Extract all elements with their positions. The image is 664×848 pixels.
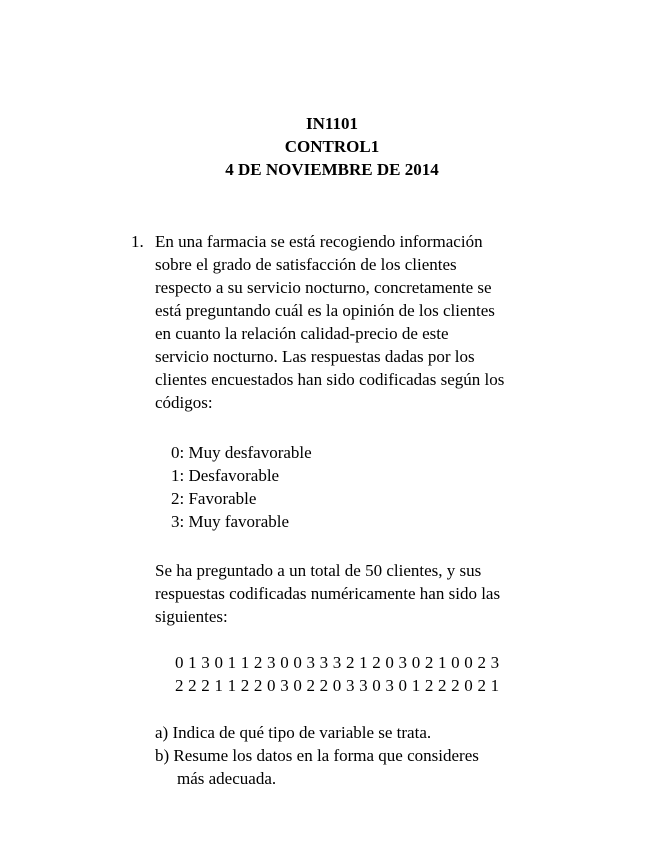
question-number: 1.	[131, 232, 144, 251]
code-item: 3: Muy favorable	[171, 512, 290, 531]
statement-line: respecto a su servicio nocturno, concretamente se	[155, 278, 492, 297]
course-code: IN1101	[306, 114, 358, 133]
paragraph-line: siguientes:	[155, 607, 228, 626]
subquestions	[155, 721, 479, 790]
statement-line: está preguntando cuál es la opinión de los clientes	[155, 301, 495, 320]
exam-title: CONTROL1	[284, 137, 380, 156]
statement-line: en cuanto la relación calidad-precio de este	[155, 324, 449, 343]
statement-line: servicio nocturno. Las respuestas dadas por los	[155, 347, 475, 366]
sample-description	[155, 559, 500, 628]
subquestion-a: a) Indica de qué tipo de variable se trata.	[155, 723, 432, 742]
exam-date: 4 DE NOVIEMBRE DE 2014	[225, 160, 439, 179]
data-row: 0 1 3 0 1 1 2 3 0 0 3 3 3 2 1 2 0 3 0 2 1 0 0 2 3	[175, 653, 500, 672]
code-item: 0: Muy desfavorable	[171, 443, 312, 462]
code-item: 2: Favorable	[171, 489, 257, 508]
statement-line: En una farmacia se está recogiendo información	[155, 232, 483, 251]
statement-line: clientes encuestados han sido codificadas según los	[155, 370, 505, 389]
subquestion-b: b) Resume los datos en la forma que consideres	[155, 746, 479, 765]
data-row: 2 2 2 1 1 2 2 0 3 0 2 2 0 3 3 0 3 0 1 2 2 2 0 2 1	[175, 676, 500, 695]
statement-line: sobre el grado de satisfacción de los clientes	[155, 255, 457, 274]
paragraph-line: Se ha preguntado a un total de 50 clientes, y sus	[155, 561, 482, 580]
statement-line: códigos:	[155, 393, 213, 412]
question-statement	[155, 230, 575, 414]
response-data	[175, 651, 499, 697]
paragraph-line: respuestas codificadas numéricamente han sido las	[155, 584, 501, 603]
subquestion-b-continuation: más adecuada.	[177, 769, 277, 788]
document-header	[0, 112, 664, 181]
code-item: 1: Desfavorable	[171, 466, 280, 485]
code-list	[171, 441, 312, 533]
